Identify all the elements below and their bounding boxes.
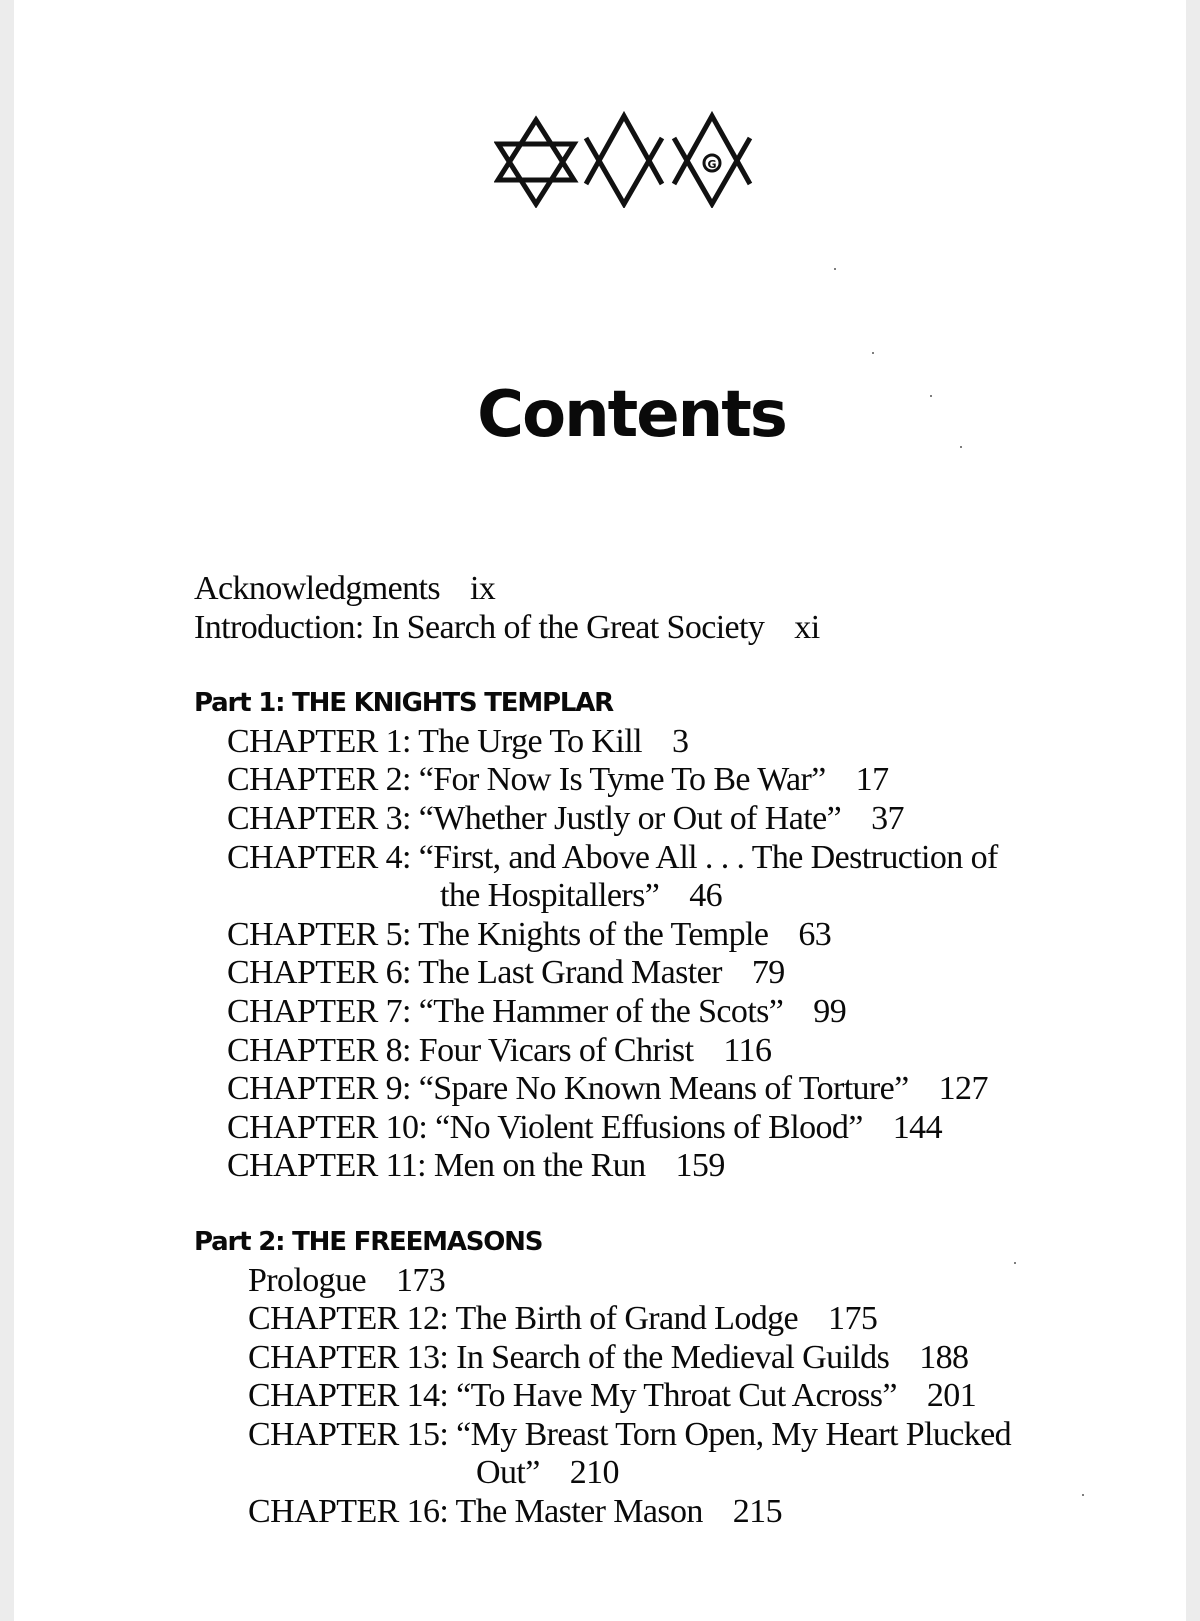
entry-title: CHAPTER 16: The Master Mason [248,1493,703,1531]
entry-page: 63 [798,915,832,953]
toc-entry [194,1032,1124,1071]
entry-title: CHAPTER 6: The Last Grand Master [227,954,722,992]
entry-title: CHAPTER 9: “Spare No Known Means of Torture” [227,1070,909,1108]
entry-page: 210 [569,1454,619,1492]
scan-speck [1082,1494,1084,1496]
entry-page: 215 [732,1493,782,1531]
entry-title: CHAPTER 12: The Birth of Grand Lodge [248,1300,799,1338]
toc-entry [194,1147,1124,1186]
entry-title: CHAPTER 7: “The Hammer of the Scots” [227,992,784,1030]
entry-page: 37 [871,799,904,837]
toc-entry [194,916,1124,955]
toc-entry [194,1262,1124,1301]
toc-entry [194,1493,1124,1532]
front-matter [194,570,1124,647]
entry-title: Prologue [248,1261,366,1299]
entry-title: CHAPTER 3: “Whether Justly or Out of Hate” [227,799,842,837]
toc-entry [194,723,1124,762]
entry-title-continuation: the Hospitallers” [440,877,660,915]
entry-page: 188 [919,1338,969,1376]
entry-title: CHAPTER 15: “My Breast Torn Open, My Heart Plucked [248,1415,1012,1453]
toc-entry-introduction [194,609,1124,648]
toc-entry [194,954,1124,993]
entry-page: 46 [689,877,723,915]
part-heading: Part 2: THE FREEMASONS [194,1226,543,1257]
page-title: Contents [477,378,786,452]
entry-page: 79 [751,954,785,992]
entry-title: Acknowledgments [194,570,440,607]
entry-page: 144 [892,1108,942,1146]
entry-page: 17 [855,761,889,799]
toc-entry [194,1377,1124,1416]
entry-title: Introduction: In Search of the Great Society [194,608,765,646]
emblem-letter: G [707,158,717,171]
toc-entry-acknowledgments [194,570,1124,609]
entry-page: 3 [671,722,689,760]
table-of-contents [194,570,1124,1532]
entry-title: CHAPTER 13: In Search of the Medieval Guilds [248,1338,890,1376]
entry-title: CHAPTER 4: “First, and Above All . . . The Destruction of [227,838,998,876]
part-1-section [194,684,1124,1186]
toc-entry [194,1339,1124,1378]
part-heading: Part 1: THE KNIGHTS TEMPLAR [194,688,613,719]
entry-title: CHAPTER 10: “No Violent Effusions of Blood” [227,1108,863,1146]
toc-entry [194,761,1124,800]
scan-speck [1014,1262,1016,1264]
toc-entry [194,1300,1124,1339]
entry-title-continuation: Out” [476,1454,540,1492]
toc-entry-continuation [194,877,1124,916]
entry-page: 116 [723,1031,772,1069]
scan-speck [872,352,874,354]
entry-page: 175 [828,1300,878,1338]
entry-page: ix [469,570,496,607]
entry-title: CHAPTER 5: The Knights of the Temple [227,915,769,953]
entry-page: xi [794,608,820,646]
entry-title: CHAPTER 8: Four Vicars of Christ [227,1031,694,1069]
toc-entry-continuation [194,1454,1124,1493]
book-page [14,0,1186,1621]
entry-title: CHAPTER 1: The Urge To Kill [227,722,642,760]
entry-page: 173 [395,1261,446,1299]
entry-page: 127 [938,1070,988,1108]
toc-entry [194,1416,1124,1455]
scan-speck [834,268,836,270]
toc-entry [194,800,1124,839]
toc-entry [194,993,1124,1032]
entry-page: 99 [813,992,847,1030]
part-2-section [194,1223,1124,1532]
toc-entry [194,1070,1124,1109]
scan-speck [960,446,962,448]
entry-page: 201 [926,1377,977,1415]
scan-speck [930,395,932,397]
entry-page: 159 [675,1147,725,1185]
entry-title: CHAPTER 14: “To Have My Throat Cut Across” [248,1377,897,1415]
entry-title: CHAPTER 2: “For Now Is Tyme To Be War” [227,761,826,799]
toc-entry [194,839,1124,878]
star-compass-square-emblem-icon [494,108,764,208]
toc-entry [194,1109,1124,1148]
entry-title: CHAPTER 11: Men on the Run [227,1147,646,1185]
